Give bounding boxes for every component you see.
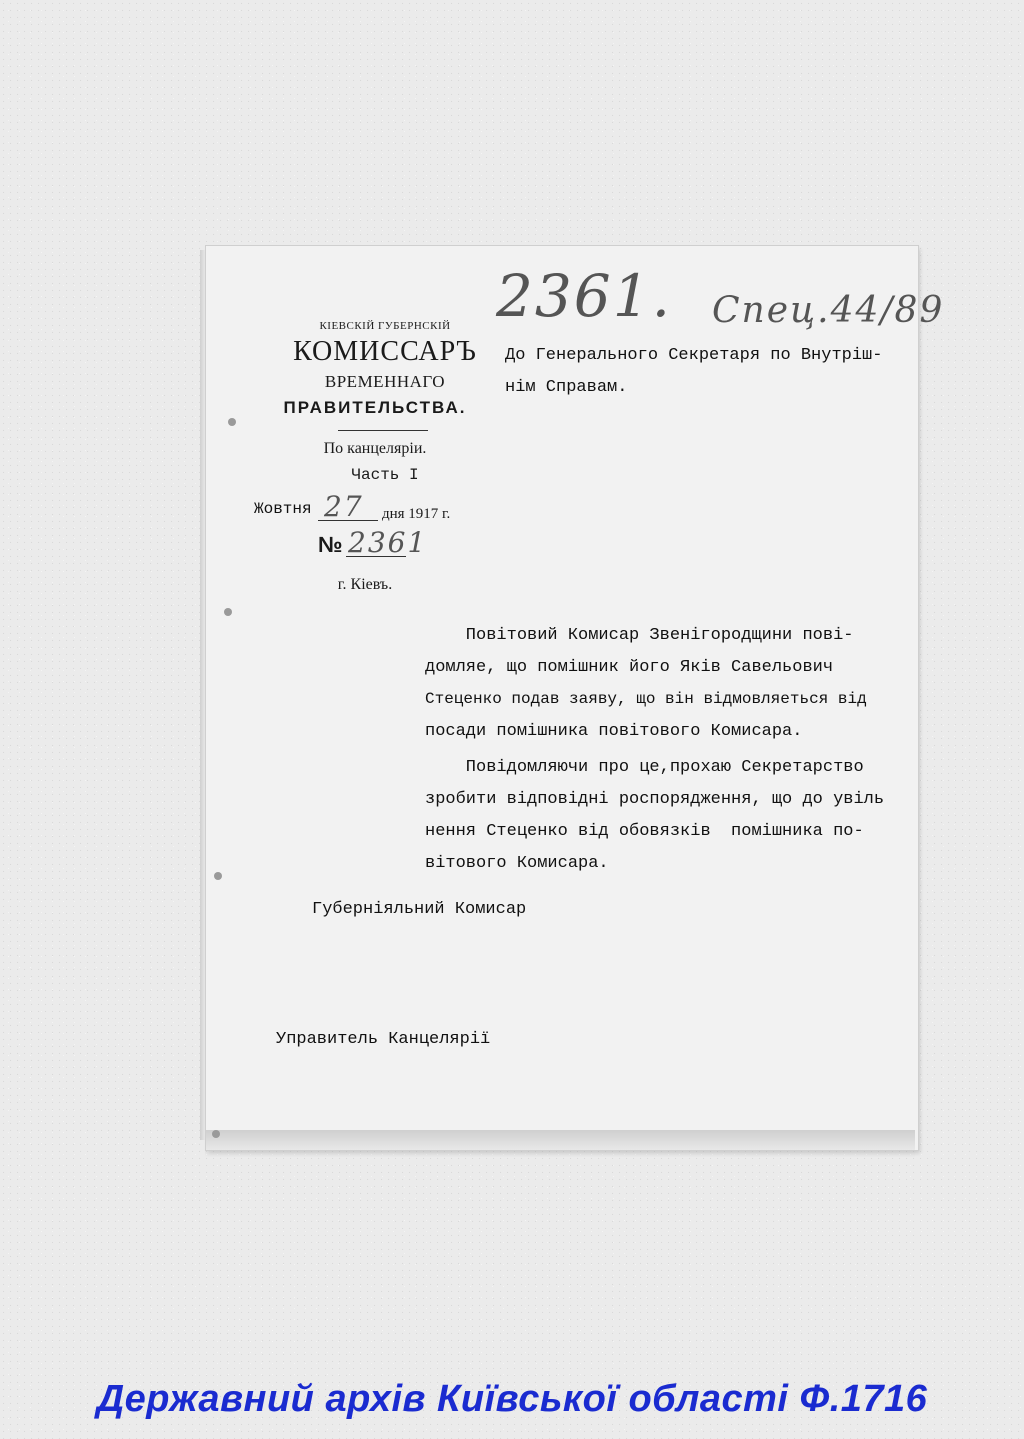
- body-line-5: Повідомляючи про це,прохаю Секретарство: [425, 758, 864, 777]
- punch-hole: [224, 608, 232, 616]
- handwritten-archive-mark: Спец.44/89: [712, 290, 945, 331]
- body-line-7: нення Стеценко від обовязків помішника по-: [425, 822, 864, 841]
- body-line-1: Повітовий Комисар Звенігородщини пові-: [425, 626, 854, 645]
- date-month: Жовтня: [254, 500, 312, 518]
- letterhead-rule: [338, 430, 428, 431]
- document-number-label: №: [318, 532, 343, 557]
- letterhead-city: г. Кіевъ.: [337, 576, 393, 593]
- handwritten-number: 2361.: [496, 262, 673, 330]
- signature-governor: Губерніяльний Комисар: [312, 900, 527, 919]
- addressee-line2: нім Справам.: [505, 378, 628, 397]
- date-rule: [318, 520, 378, 521]
- letterhead-office: По канцеляріи.: [323, 440, 427, 457]
- punch-hole: [212, 1130, 220, 1138]
- letterhead-line3: ВРЕМЕННАГО: [324, 372, 446, 391]
- body-line-4: посади помішника повітового Комисара.: [425, 722, 803, 741]
- punch-hole: [228, 418, 236, 426]
- date-day: 27: [324, 490, 364, 523]
- punch-hole: [214, 872, 222, 880]
- letterhead-part: Часть І: [351, 466, 419, 484]
- date-suffix: дня 1917 г.: [382, 506, 451, 522]
- archive-caption: Державний архів Київської області Ф.1716: [96, 1378, 928, 1420]
- signature-chancellery: Управитель Канцелярії: [276, 1030, 491, 1049]
- letterhead-line2: КОМИССАРЪ: [293, 336, 477, 367]
- addressee-line1: До Генерального Секретаря по Внутріш-: [505, 346, 883, 365]
- number-rule: [346, 556, 406, 557]
- letterhead-line1: КІЕВСКІЙ ГУБЕРНСКІЙ: [319, 320, 451, 332]
- body-line-6: зробити відповідні роспорядження, що до увіль: [425, 790, 885, 809]
- body-line-3: Стеценко подав заяву, що він відмовляеться від: [425, 690, 867, 708]
- body-line-2: домляе, що помішник його Яків Савельович: [425, 658, 834, 677]
- page-shadow: [205, 1130, 915, 1158]
- body-line-8: вітового Комисара.: [425, 854, 609, 873]
- document-number-value: 2361: [348, 526, 428, 559]
- letterhead-line4: ПРАВИТЕЛЬСТВА.: [283, 398, 467, 417]
